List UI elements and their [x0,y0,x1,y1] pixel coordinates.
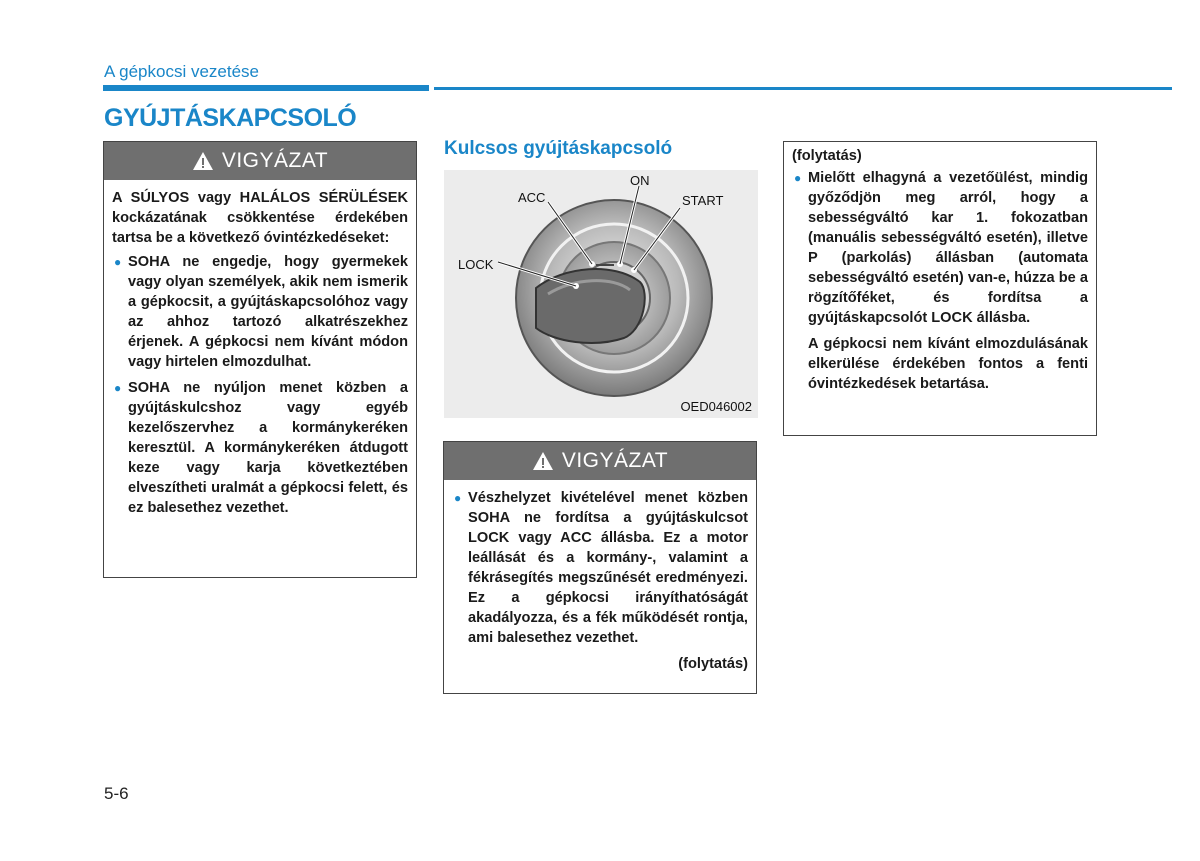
warning-box-middle [443,441,757,694]
figure-code: OED046002 [680,399,752,414]
list-item: ● SOHA ne nyúljon menet közben a gyújtáskulcshoz vagy egyéb kezelőszervhez a kormánykeréken keresztül. A kormánykeréken átdugott keze vagy karja következtében elveszítheti uralmát a gépkocsi felett, és ez balesethez vezethet. [114,380,408,516]
ignition-switch-figure [444,170,758,418]
continued-heading: (folytatás) [792,148,862,164]
section-title: GYÚJTÁSKAPCSOLÓ [104,104,357,132]
extra-paragraph: A gépkocsi nem kívánt elmozdulásának elkerülése érdekében fontos a fenti óvintézkedések betartása. [808,336,1088,392]
header-rule-thin [434,87,1172,90]
warning-title: VIGYÁZAT [221,149,329,172]
list-item: ● Vészhelyzet kivételével menet közben SOHA ne fordítsa a gyújtáskulcsot LOCK vagy ACC állásba. Ez a motor leállását és a kormány-, valamint a fékrásegítés megszűnését eredményezi. Ez a gépkocsi irányíthatóságát akadályozza, és a fék működését rontja, ami balesethez vezethet. [454,490,748,646]
header-rule-thick [103,85,429,91]
label-acc: ACC [518,190,546,205]
label-lock: LOCK [458,257,494,272]
label-start: START [682,193,724,208]
warning-intro: A SÚLYOS vagy HALÁLOS SÉRÜLÉSEK kockázatának csökkentése érdekében tartsa be a következő óvintézkedéseket: [112,190,408,246]
warning-header [444,442,756,480]
bullet-icon: ● [114,255,122,269]
continued-note: (folytatás) [678,656,748,672]
warning-title: VIGYÁZAT [561,449,669,472]
warning-box-left [103,141,417,578]
warning-header [104,142,416,180]
chapter-title: A gépkocsi vezetése [104,62,259,81]
continued-box-right [783,141,1097,436]
warning-triangle-icon [192,151,214,171]
bullet-icon: ● [794,171,802,185]
list-item: ● SOHA ne engedje, hogy gyermekek vagy olyan személyek, akik nem ismerik a gépkocsit, a gyújtáskapcsolóhoz vagy az ahhoz tartozó alkatrészekhez érjenek. A gépkocsi nem kívánt módon vagy hirtelen elmozdulhat. [114,254,408,370]
bullet-icon: ● [114,381,122,395]
bullet-icon: ● [454,491,462,505]
subsection-title: Kulcsos gyújtáskapcsoló [444,138,673,159]
list-item: ● Mielőtt elhagyná a vezetőülést, mindig győződjön meg arról, hogy a sebességváltó kar 1. fokozatban (manuális sebességváltó esetén), illetve P (parkolás) állásban (automata sebességváltó esetén) van-e, húzza be a rögzítőféket, és fordítsa a gyújtáskapcsolót LOCK állásba. [794,170,1088,326]
page-number: 5-6 [104,784,129,803]
label-on: ON [630,173,650,188]
warning-triangle-icon [532,451,554,471]
